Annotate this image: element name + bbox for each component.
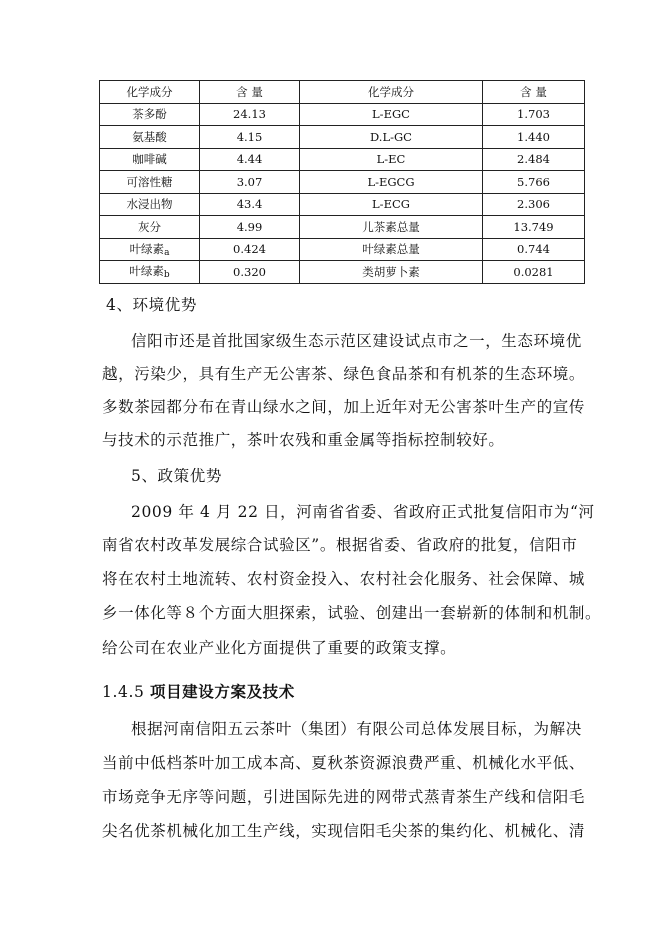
table-row: [100, 238, 585, 261]
table-cell: [100, 261, 200, 284]
table-row: [100, 193, 585, 216]
cell-text: 叶绿素: [129, 264, 164, 279]
table-cell: D.L-GC: [300, 126, 483, 149]
table-cell: 0.0281: [483, 261, 585, 284]
table-cell: 0.744: [483, 238, 585, 261]
table-row: [100, 171, 585, 194]
table-cell: 儿茶素总量: [300, 216, 483, 239]
table-cell: 叶绿素总量: [300, 238, 483, 261]
table-cell: 0.424: [200, 238, 300, 261]
table-cell: 2.306: [483, 193, 585, 216]
paragraph-line: 越，污染少，具有生产无公害茶、绿色食品茶和有机茶的生态环境。: [102, 365, 586, 383]
table-cell: 1.703: [483, 103, 585, 126]
subscript: a: [164, 247, 170, 258]
section-title-text: 项目建设方案及技术: [149, 683, 295, 701]
paragraph-line: 市场竞争无序等问题，引进国际先进的网带式蒸青茶生产线和信阳毛: [102, 788, 586, 806]
subscript: b: [163, 270, 170, 281]
table-cell: 类胡萝卜素: [300, 261, 483, 284]
section-heading-environment: 4、环境优势: [106, 296, 197, 314]
table-cell: 0.320: [200, 261, 300, 284]
table-cell: 5.766: [483, 171, 585, 194]
table-row: [100, 103, 585, 126]
paragraph-line: 与技术的示范推广，茶叶农残和重金属等指标控制较好。: [102, 431, 505, 449]
paragraph-line: 根据河南信阳五云茶叶（集团）有限公司总体发展目标，为解决: [131, 720, 582, 738]
table-cell: 4.15: [200, 126, 300, 149]
table-cell: L-EC: [300, 148, 483, 171]
table-cell: 43.4: [200, 193, 300, 216]
table-header-cell: 含 量: [200, 81, 300, 104]
paragraph-line: 给公司在农业产业化方面提供了重要的政策支撑。: [102, 639, 457, 657]
paragraph-line: 多数茶园都分布在青山绿水之间，加上近年对无公害茶叶生产的宣传: [102, 398, 586, 416]
table-row: [100, 261, 585, 284]
paragraph-line: 2009 年 4 月 22 日，河南省省委、省政府正式批复信阳市为“河: [131, 503, 595, 521]
table-header-row: [100, 81, 585, 104]
table-cell: 13.749: [483, 216, 585, 239]
table-cell: 1.440: [483, 126, 585, 149]
table-cell: L-EGC: [300, 103, 483, 126]
table-header-cell: 化学成分: [300, 81, 483, 104]
section-title: [102, 680, 295, 702]
table-cell: 水浸出物: [100, 193, 200, 216]
paragraph-line: 将在农村土地流转、农村资金投入、农村社会化服务、社会保障、城: [102, 570, 586, 588]
table-cell: 4.99: [200, 216, 300, 239]
table-header-cell: 含 量: [483, 81, 585, 104]
table-cell: [100, 238, 200, 261]
table-cell: 24.13: [200, 103, 300, 126]
table-row: [100, 148, 585, 171]
table-cell: 3.07: [200, 171, 300, 194]
paragraph-line: 当前中低档茶叶加工成本高、夏秋茶资源浪费严重、机械化水平低、: [102, 754, 586, 772]
table-cell: 氨基酸: [100, 126, 200, 149]
table-cell: L-ECG: [300, 193, 483, 216]
table-row: [100, 216, 585, 239]
section-heading-policy: 5、政策优势: [131, 467, 222, 485]
chemical-composition-table: [99, 80, 585, 284]
table-row: [100, 126, 585, 149]
paragraph-line: 信阳市还是首批国家级生态示范区建设试点市之一，生态环境优: [131, 332, 582, 350]
table-cell: 4.44: [200, 148, 300, 171]
table-header-cell: 化学成分: [100, 81, 200, 104]
cell-text: 叶绿素: [129, 241, 165, 256]
table-cell: 2.484: [483, 148, 585, 171]
paragraph-line: 乡一体化等８个方面大胆探索，试验、创建出一套崭新的体制和机制。: [102, 604, 602, 622]
table-cell: 灰分: [100, 216, 200, 239]
table-cell: 茶多酚: [100, 103, 200, 126]
table-cell: L-EGCG: [300, 171, 483, 194]
section-number: 1.4.5: [102, 683, 145, 701]
paragraph-line: 南省农村改革发展综合试验区”。根据省委、省政府的批复，信阳市: [102, 536, 578, 554]
table-cell: 咖啡碱: [100, 148, 200, 171]
paragraph-line: 尖名优茶机械化加工生产线，实现信阳毛尖茶的集约化、机械化、清: [102, 822, 586, 840]
table-cell: 可溶性糖: [100, 171, 200, 194]
